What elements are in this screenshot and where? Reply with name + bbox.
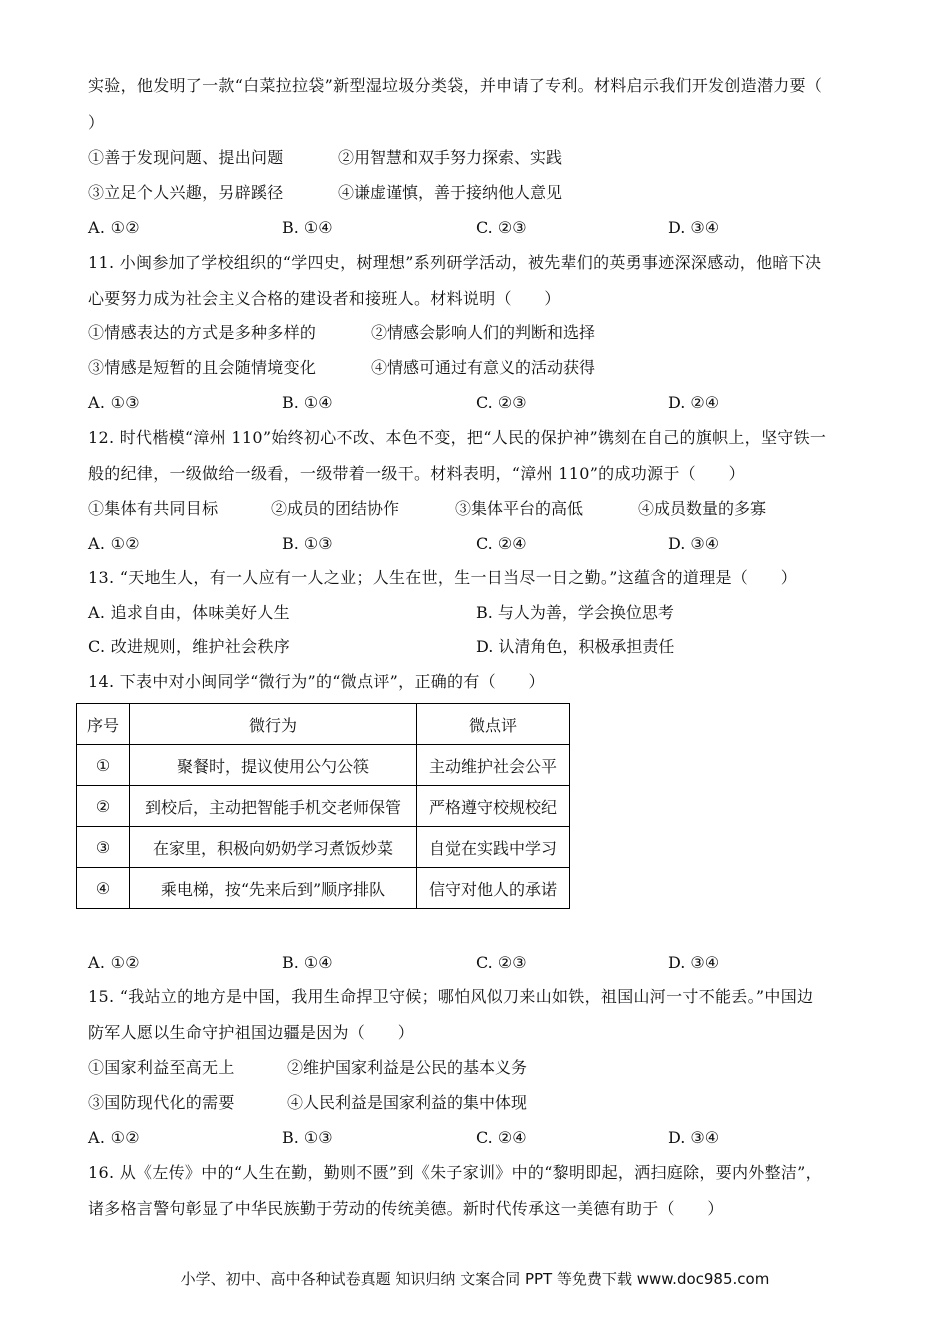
q11-stem-line1: 11. 小闽参加了学校组织的“学四史，树理想”系列研学活动，被先辈们的英勇事迹深深感动，他暗下决 [88,253,822,272]
q13-choice-a: A. 追求自由，体味美好人生 [88,603,290,622]
q11-stem-line2: 心要努力成为社会主义合格的建设者和接班人。材料说明（ ） [88,289,561,308]
q14-choice-c: C. ②③ [476,953,527,972]
q11-choice-a: A. ①③ [88,393,140,412]
table-cell: 信守对他人的承诺 [417,868,570,909]
q14-stem-line1: 14. 下表中对小闽同学“微行为”的“微点评”，正确的有（ ） [88,672,545,691]
q12-option-3: ③集体平台的高低 [455,499,584,518]
q15-choice-a: A. ①② [88,1128,140,1147]
q12-stem-line2: 般的纪律，一级做给一级看，一级带着一级干。材料表明，“漳州 110”的成功源于（ ） [88,464,745,483]
q10-option-1: ①善于发现问题、提出问题 [88,148,284,167]
table-header-cell: 微点评 [417,704,570,745]
q10-option-2: ②用智慧和双手努力探索、实践 [338,148,563,167]
table-header-row [77,704,570,745]
q10-option-4: ④谦虚谨慎，善于接纳他人意见 [338,183,563,202]
q15-option-2: ②维护国家利益是公民的基本义务 [287,1058,528,1077]
q11-option-1: ①情感表达的方式是多种多样的 [88,323,317,342]
table-cell: 自觉在实践中学习 [417,827,570,868]
table-row [77,868,570,909]
q13-choice-b: B. 与人为善，学会换位思考 [476,603,674,622]
q14-choice-b: B. ①④ [282,953,333,972]
table-cell: ③ [77,827,130,868]
q13-stem-line1: 13. “天地生人，有一人应有一人之业；人生在世，生一日当尽一日之勤。”这蕴含的道理是（ ） [88,568,797,587]
q14-choice-a: A. ①② [88,953,140,972]
q15-choice-d: D. ③④ [668,1128,720,1147]
table-cell: 在家里，积极向奶奶学习煮饭炒菜 [130,827,417,868]
q16-stem-line2: 诸多格言警句彰显了中华民族勤于劳动的传统美德。新时代传承这一美德有助于（ ） [88,1199,724,1218]
q15-choice-b: B. ①③ [282,1128,333,1147]
table-cell: 主动维护社会公平 [417,745,570,786]
q11-option-4: ④情感可通过有意义的活动获得 [371,358,596,377]
q12-option-2: ②成员的团结协作 [271,499,400,518]
table-cell: 严格遵守校规校纪 [417,786,570,827]
q12-option-4: ④成员数量的多寡 [638,499,767,518]
q14-table [76,703,570,909]
table-cell: ④ [77,868,130,909]
q12-choice-c: C. ②④ [476,534,527,553]
q10-stem-line2: ） [88,113,105,132]
q14-choice-d: D. ③④ [668,953,720,972]
q10-choice-a: A. ①② [88,218,140,237]
q11-choice-b: B. ①④ [282,393,333,412]
q12-choice-a: A. ①② [88,534,140,553]
q15-option-4: ④人民利益是国家利益的集中体现 [287,1093,528,1112]
table-cell: 到校后，主动把智能手机交老师保管 [130,786,417,827]
q15-option-1: ①国家利益至高无上 [88,1058,235,1077]
q12-stem-line1: 12. 时代楷模“漳州 110”始终初心不改、本色不变，把“人民的保护神”镌刻在自己的旗帜上，坚守铁一 [88,428,827,447]
table-cell: 乘电梯，按“先来后到”顺序排队 [130,868,417,909]
table-row [77,827,570,868]
table-header-cell: 序号 [77,704,130,745]
table-cell: 聚餐时，提议使用公勺公筷 [130,745,417,786]
q10-choice-d: D. ③④ [668,218,720,237]
q11-choice-c: C. ②③ [476,393,527,412]
q11-option-2: ②情感会影响人们的判断和选择 [371,323,596,342]
q15-stem-line1: 15. “我站立的地方是中国，我用生命捍卫守候；哪怕风似刀来山如铁，祖国山河一寸不能丢。”中国边 [88,987,814,1006]
q13-choice-c: C. 改进规则，维护社会秩序 [88,637,291,656]
table-header-cell: 微行为 [130,704,417,745]
q10-option-3: ③立足个人兴趣，另辟蹊径 [88,183,284,202]
page-footer: 小学、初中、高中各种试卷真题 知识归纳 文案合同 PPT 等免费下载 www.doc985.com [180,1270,770,1288]
q10-choice-c: C. ②③ [476,218,527,237]
q12-option-1: ①集体有共同目标 [88,499,219,518]
q16-stem-line1: 16. 从《左传》中的“人生在勤，勤则不匮”到《朱子家训》中的“黎明即起，洒扫庭除，要内外整洁”， [88,1163,822,1182]
q15-option-3: ③国防现代化的需要 [88,1093,235,1112]
q15-stem-line2: 防军人愿以生命守护祖国边疆是因为（ ） [88,1023,415,1042]
table-row [77,745,570,786]
table-row [77,786,570,827]
q11-option-3: ③情感是短暂的且会随情境变化 [88,358,317,377]
q10-choice-b: B. ①④ [282,218,333,237]
q11-choice-d: D. ②④ [668,393,720,412]
q12-choice-b: B. ①③ [282,534,333,553]
q10-stem-line1: 实验，他发明了一款“白菜拉拉袋”新型湿垃圾分类袋，并申请了专利。材料启示我们开发创造潜力要（ [88,76,823,95]
table-cell: ② [77,786,130,827]
table-cell: ① [77,745,130,786]
q12-choice-d: D. ③④ [668,534,720,553]
q13-choice-d: D. 认清角色，积极承担责任 [476,637,675,656]
q15-choice-c: C. ②④ [476,1128,527,1147]
